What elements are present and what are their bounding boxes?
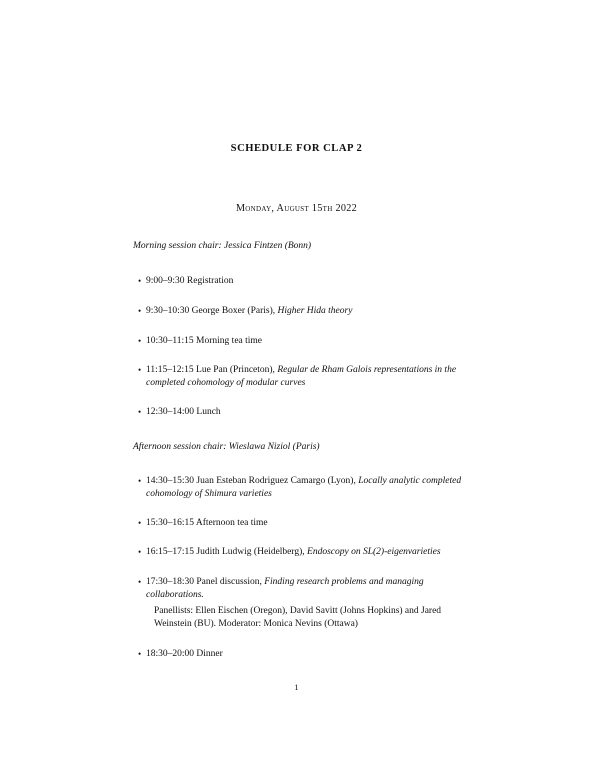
item-text: 10:30–11:15 Morning tea time (146, 336, 263, 346)
panel-note: Panellists: Ellen Eischen (Oregon), David Savitt (Johns Hopkins) and Jared Weinstein (BU). Moderator: Monica Nevins (Ottawa) (154, 606, 442, 629)
bullet-icon: • (138, 518, 142, 528)
talk-title: Higher Hida theory (277, 306, 353, 316)
bullet-icon: • (138, 306, 142, 316)
morning-session-chair: Morning session chair: Jessica Fintzen (Bonn) (133, 241, 312, 251)
item-text: 15:30–16:15 Afternoon tea time (146, 518, 268, 528)
bullet-icon: • (138, 547, 142, 557)
item-text: 11:15–12:15 Lue Pan (Princeton), (146, 365, 278, 375)
schedule-item (138, 517, 476, 530)
afternoon-session-chair: Afternoon session chair: Wieslawa Niziol (Paris) (133, 442, 320, 452)
item-text: 12:30–14:00 Lunch (146, 407, 221, 417)
item-text: 9:30–10:30 George Boxer (Paris), (146, 306, 278, 316)
item-text: 17:30–18:30 Panel discussion, (146, 577, 265, 587)
talk-title: Finding research problems and managing collaborations. (146, 577, 424, 600)
bullet-icon: • (138, 577, 142, 587)
talk-title: Locally analytic completed cohomology of Shimura varieties (146, 476, 462, 499)
schedule-item (138, 546, 486, 559)
schedule-item (138, 305, 476, 318)
bullet-icon: • (138, 476, 142, 486)
bullet-icon: • (138, 649, 142, 659)
schedule-item (138, 275, 476, 288)
schedule-item (138, 406, 476, 419)
schedule-item (138, 335, 476, 348)
schedule-item (138, 475, 476, 500)
schedule-date: Monday, August 15th 2022 (235, 203, 358, 214)
item-text: 18:30–20:00 Dinner (146, 649, 223, 659)
item-text: 9:00–9:30 Registration (146, 276, 234, 286)
talk-title: Endoscopy on SL(2)-eigenvarieties (307, 547, 441, 557)
bullet-icon: • (138, 336, 142, 346)
page-number: 1 (294, 682, 299, 692)
item-text: 14:30–15:30 Juan Esteban Rodriguez Camargo (Lyon), (146, 476, 359, 486)
schedule-item (138, 648, 476, 661)
schedule-item (138, 364, 476, 389)
item-text: 16:15–17:15 Judith Ludwig (Heidelberg), (146, 547, 308, 557)
talk-title: Regular de Rham Galois representations in the completed cohomology of modular curves (146, 365, 457, 388)
bullet-icon: • (138, 365, 142, 375)
bullet-icon: • (138, 276, 142, 286)
schedule-item (138, 576, 476, 601)
bullet-icon: • (138, 407, 142, 417)
document-title: SCHEDULE FOR CLAP 2 (230, 143, 363, 154)
